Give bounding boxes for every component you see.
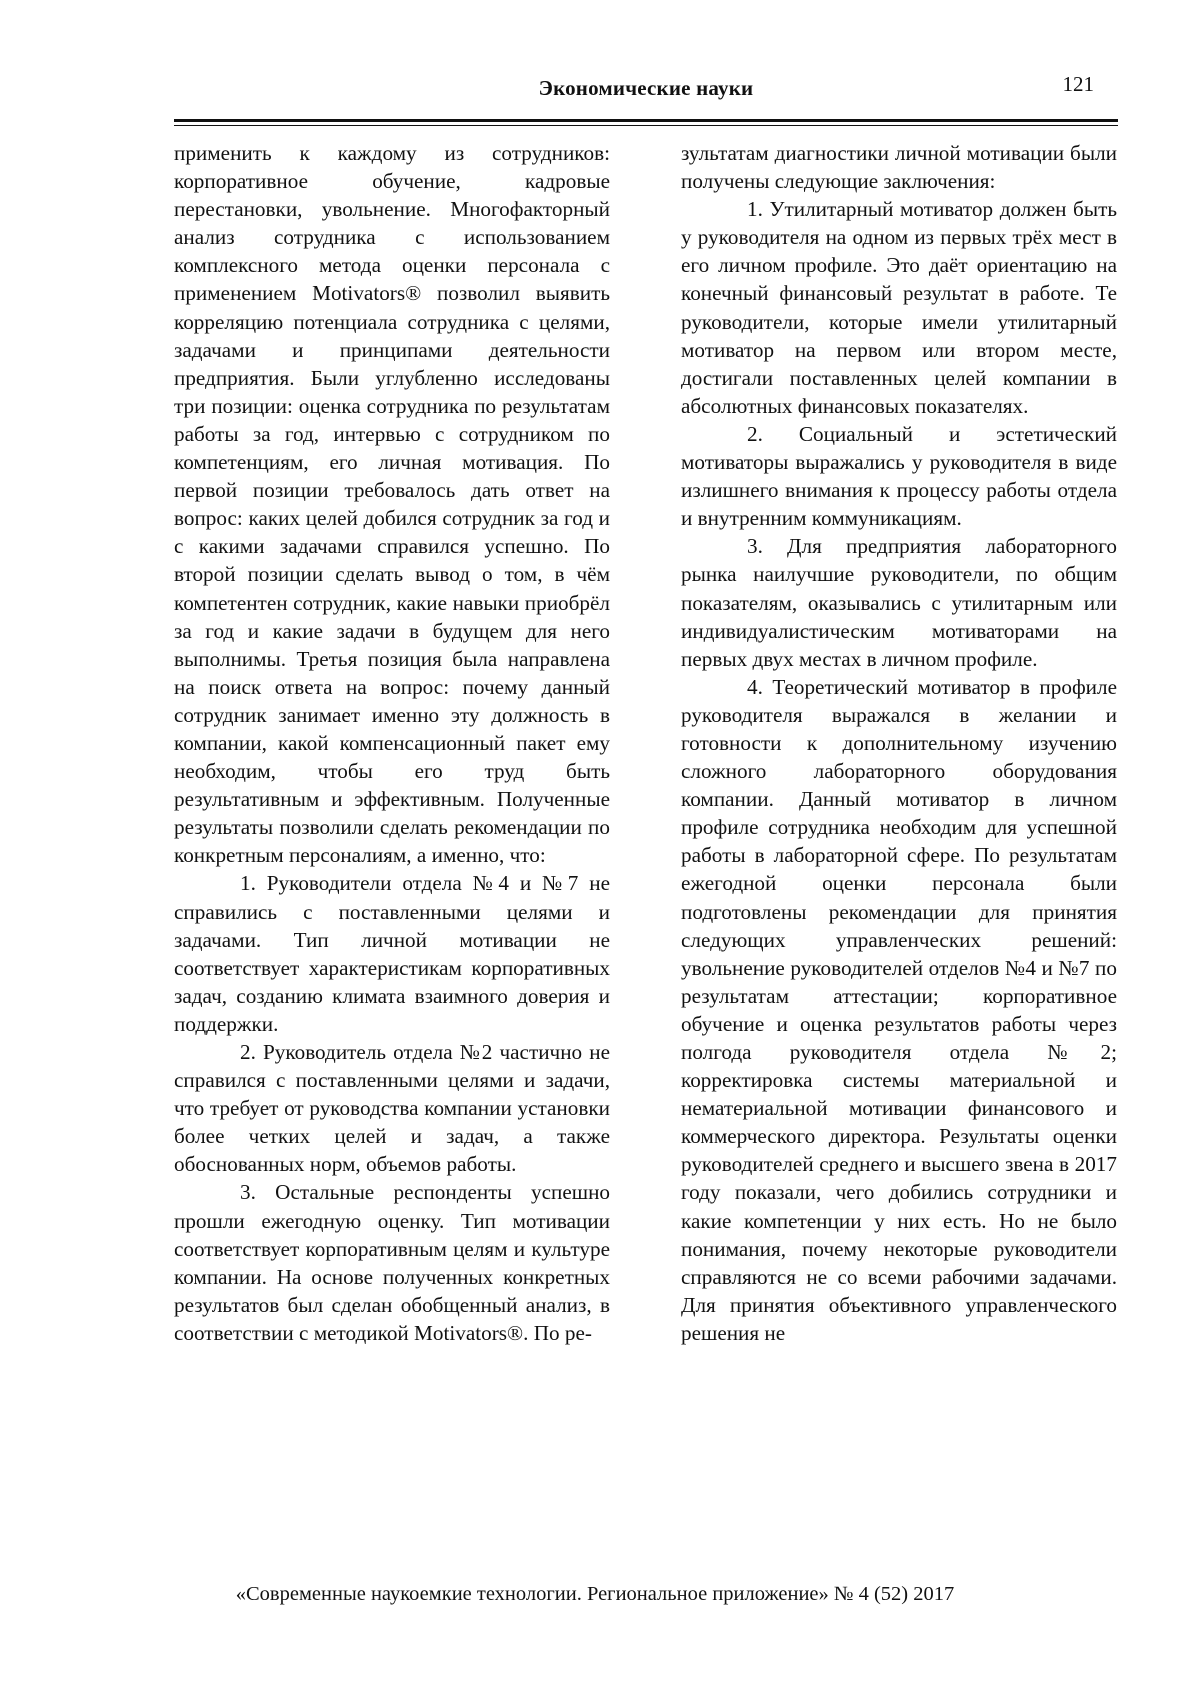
header-rule-thick — [174, 119, 1118, 122]
paragraph: 4. Теоретический мотиватор в профиле руководителя выражался в желании и готовности к дополнительному изучению сложного лабораторного оборудования компании. Данный мотиватор в личном профиле сотрудника необходим для успешной работы в лабораторной сфере. По результатам ежегодной оценки персонала были подготовлены рекомендации для принятия следующих управленческих решений: увольнение руководителей отделов №4 и №7 по результатам аттестации; корпоративное обучение и оценка результатов работы через полгода руководителя отдела №2; корректировка системы материальной и нематериальной мотивации финансового и коммерческого директора. Результаты оценки руководителей среднего и высшего звена в 2017 году показали, чего добились сотрудники и какие компетенции у них есть. Но не было понимания, почему некоторые руководители справляются не со всеми рабочими задачами. Для принятия объективного управленческого решения не — [681, 674, 1117, 1345]
paragraph: 1. Руководители отдела №4 и №7 не справились с поставленными целями и задачами. Тип личной мотивации не соответствует характеристикам корпоративных задач, созданию климата взаимного доверия и поддержки. — [174, 871, 610, 1036]
right-column — [681, 139, 1117, 1347]
journal-footer: «Современные наукоемкие технологии. Региональное приложение» № 4 (52) 2017 — [235, 1583, 955, 1605]
header-rule-thin — [174, 125, 1118, 126]
paragraph: применить к каждому из сотрудников: корпоративное обучение, кадровые перестановки, увольнение. Многофакторный анализ сотрудника с использованием комплексного метода оценки персонала с применением Motivators® позволил выявить корреляцию потенциала сотрудника с целями, задачами и принципами деятельности предприятия. Были углубленно исследованы три позиции: оценка сотрудника по результатам работы за год, интервью с сотрудником по компетенциям, его личная мотивация. По первой позиции требовалось дать ответ на вопрос: каких целей добился сотрудник за год и с какими задачами справился успешно. По второй позиции сделать вывод о том, в чём компетентен сотрудник, какие навыки приобрёл за год и какие задачи в будущем для него выполнимы. Третья позиция была направлена на поиск ответа на вопрос: почему данный сотрудник занимает именно эту должность в компании, какой компенсационный пакет ему необходим, чтобы его труд быть результативным и эффективным. Полученные результаты позволили сделать рекомендации по конкретным персоналиям, а именно, что: — [174, 141, 610, 868]
left-column — [174, 139, 610, 1347]
paragraph: 3. Для предприятия лабораторного рынка наилучшие руководители, по общим показателям, оказывались с утилитарным или индивидуалистическим мотиваторами на первых двух местах в личном профиле. — [681, 534, 1117, 671]
running-header — [174, 72, 1118, 116]
paragraph: 3. Остальные респонденты успешно прошли ежегодную оценку. Тип мотивации соответствует корпоративным целям и культуре компании. На основе полученных конкретных результатов был сделан обобщенный анализ, в соответствии с методикой Motivators®. По ре- — [174, 1180, 610, 1345]
paragraph: зультатам диагностики личной мотивации были получены следующие заключения: — [681, 141, 1117, 194]
section-title: Экономические науки — [538, 76, 754, 100]
paragraph: 2. Социальный и эстетический мотиваторы выражались у руководителя в виде излишнего внимания к процессу работы отдела и внутренним коммуникациям. — [681, 421, 1117, 531]
paragraph: 2. Руководитель отдела №2 частично не справился с поставленными целями и задачи, что требует от руководства компании установки более четких целей и задач, а также обоснованных норм, объемов работы. — [174, 1040, 610, 1177]
paragraph: 1. Утилитарный мотиватор должен быть у руководителя на одном из первых трёх мест в его личном профиле. Это даёт ориентацию на конечный финансовый результат в работе. Те руководители, которые имели утилитарный мотиватор на первом или втором месте, достигали поставленных целей компании в абсолютных финансовых показателях. — [681, 197, 1117, 418]
page-number: 121 — [1062, 72, 1094, 96]
